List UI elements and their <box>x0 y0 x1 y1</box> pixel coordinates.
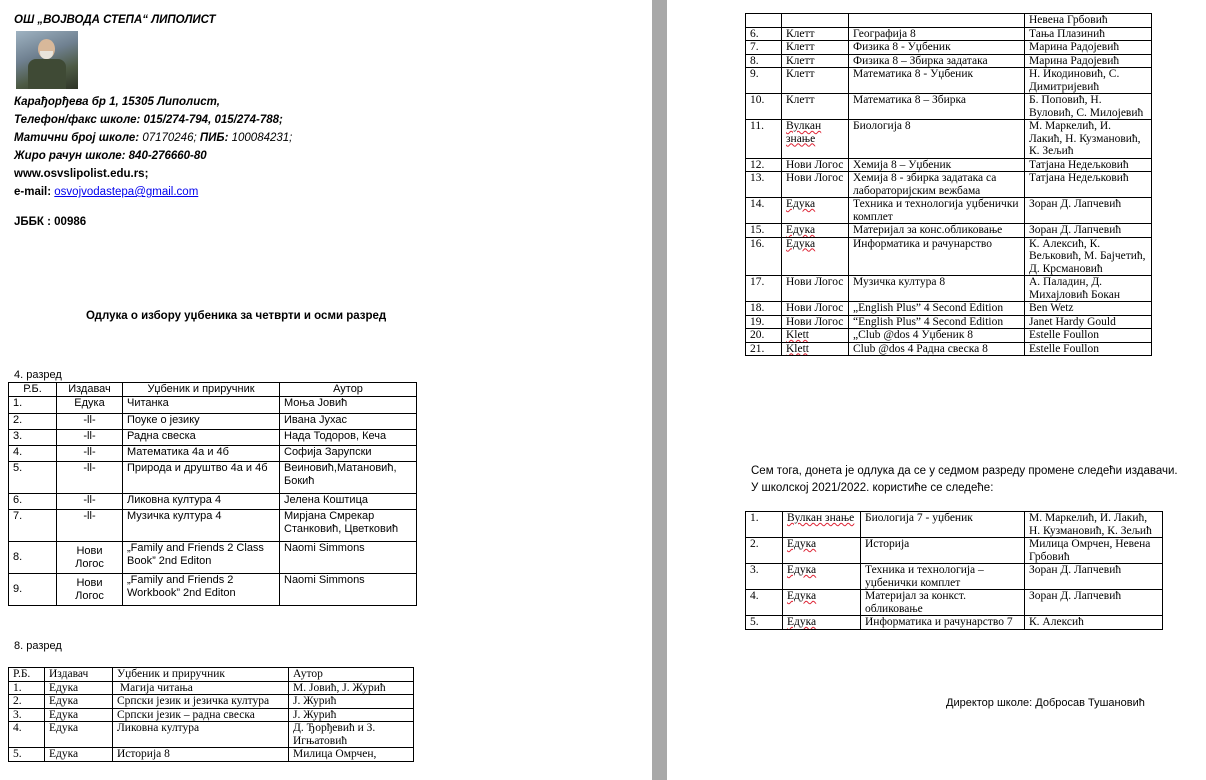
table-row <box>746 224 1152 238</box>
signature: Директор школе: Добросав Тушановић <box>946 697 1145 709</box>
cell: Музичка култура 8 <box>849 276 1025 302</box>
cell: Јелена Коштица <box>280 494 417 510</box>
cell: 14. <box>746 198 782 224</box>
cell: -ll- <box>57 446 123 462</box>
email-link[interactable]: osvojvodastepa@gmail.com <box>54 186 199 198</box>
cell: Naomi Simmons <box>280 574 417 606</box>
cell: Биологија 7 - уџбеник <box>861 512 1025 538</box>
column-header: Аутор <box>289 668 414 682</box>
cell: Татјана Недељковић <box>1025 172 1152 198</box>
cell: 8. <box>746 54 782 68</box>
cell: М. Маркелић, И. Лакић, Н. Кузмановић, К. Зељић <box>1025 512 1163 538</box>
school-founder-portrait <box>16 31 78 89</box>
table-row <box>9 494 417 510</box>
table-row <box>9 462 417 494</box>
right-page <box>667 0 1206 780</box>
cell: Naomi Simmons <box>280 542 417 574</box>
cell: Историја <box>861 538 1025 564</box>
cell: Едука <box>45 695 113 709</box>
cell: Татјана Недељковић <box>1025 158 1152 172</box>
cell: Estelle Foullon <box>1025 342 1152 356</box>
cell: Едука <box>783 616 861 630</box>
cell: Моња Јовић <box>280 397 417 414</box>
cell: Милица Омрчен, <box>289 748 414 762</box>
cell: 3. <box>9 430 57 446</box>
cell: Тања Плазинић <box>1025 27 1152 41</box>
cell: 3. <box>9 708 45 722</box>
cell: 10. <box>746 94 782 120</box>
table-row <box>746 14 1152 28</box>
cell: „Family and Friends 2 Workbook” 2nd Editon <box>123 574 280 606</box>
cell: Janet Hardy Gould <box>1025 315 1152 329</box>
cell: 21. <box>746 342 782 356</box>
table-row <box>9 681 414 695</box>
column-header: Уџбеник и приручник <box>113 668 289 682</box>
cell: Нови Логос <box>782 315 849 329</box>
cell: 12. <box>746 158 782 172</box>
cell: Мирјана Смрекар Станковић, Цветковић <box>280 510 417 542</box>
cell: 5. <box>746 616 783 630</box>
cell: Нови Логос <box>782 172 849 198</box>
table-row <box>746 276 1152 302</box>
cell: М. Маркелић, И. Лакић, Н. Кузмановић, К. Зељић <box>1025 120 1152 159</box>
cell: „Family and Friends 2 Class Book” 2nd Editon <box>123 542 280 574</box>
cell: Едука <box>782 237 849 276</box>
cell: Едука <box>782 198 849 224</box>
cell: 4. <box>9 722 45 748</box>
cell: 7. <box>746 41 782 55</box>
cell: Радна свеска <box>123 430 280 446</box>
cell: 16. <box>746 237 782 276</box>
cell: Природа и друштво 4а и 4б <box>123 462 280 494</box>
cell: 19. <box>746 315 782 329</box>
cell: 15. <box>746 224 782 238</box>
table-header-row <box>9 668 414 682</box>
cell: М. Јовић, Ј. Журић <box>289 681 414 695</box>
cell: Математика 8 - Уџбеник <box>849 68 1025 94</box>
table-row <box>9 748 414 762</box>
column-header: Издавач <box>45 668 113 682</box>
cell: Нови Логос <box>782 276 849 302</box>
cell: 18. <box>746 302 782 316</box>
cell: „English Plus” 4 Second Edition <box>849 302 1025 316</box>
cell: 5. <box>9 748 45 762</box>
table-row <box>9 722 414 748</box>
cell: Вулкан знање <box>783 512 861 538</box>
school-account: Жиро рачун школе: 840-276660-80 <box>14 150 207 162</box>
cell: Estelle Foullon <box>1025 329 1152 343</box>
table-row <box>9 542 417 574</box>
cell: Техника и технологија уџбенички комплет <box>849 198 1025 224</box>
cell: 13. <box>746 172 782 198</box>
table-row <box>746 54 1152 68</box>
cell: -ll- <box>57 494 123 510</box>
table-row <box>746 616 1163 630</box>
table-row <box>746 158 1152 172</box>
cell: Марина Радојевић <box>1025 54 1152 68</box>
table-row <box>9 695 414 709</box>
cell: Хемија 8 - збирка задатака са лабораторијским вежбама <box>849 172 1025 198</box>
cell: Д. Ђорђевић и З. Игњатовић <box>289 722 414 748</box>
cell: Нови Логос <box>782 158 849 172</box>
table-row <box>746 302 1152 316</box>
email-label: e-mail: <box>14 186 52 198</box>
table-row <box>9 708 414 722</box>
school-jbbk: ЈББК : 00986 <box>14 216 87 228</box>
cell: Едука <box>783 538 861 564</box>
cell: “English Plus” 4 Second Edition <box>849 315 1025 329</box>
table-row <box>9 397 417 414</box>
cell: Klett <box>782 342 849 356</box>
table-row <box>746 512 1163 538</box>
column-header: Р.Б. <box>9 668 45 682</box>
cell: 4. <box>746 590 783 616</box>
cell: Клетт <box>782 94 849 120</box>
cell: Српски језик – радна свеска <box>113 708 289 722</box>
cell <box>746 14 782 28</box>
cell: Зоран Д. Лапчевић <box>1025 224 1152 238</box>
cell <box>782 14 849 28</box>
cell: 2. <box>9 414 57 430</box>
table-row <box>746 590 1163 616</box>
cell: Физика 8 - Уџбеник <box>849 41 1025 55</box>
table-row <box>9 574 417 606</box>
cell: Ј. Журић <box>289 695 414 709</box>
document-title: Одлука о избору уџбеника за четврти и осми разред <box>86 310 387 322</box>
table-row <box>746 564 1163 590</box>
cell: Нови Логос <box>57 542 123 574</box>
cell: Зоран Д. Лапчевић <box>1025 198 1152 224</box>
cell: Ben Wetz <box>1025 302 1152 316</box>
school-name: ОШ „ВОЈВОДА СТЕПА“ ЛИПОЛИСТ <box>14 14 216 26</box>
cell: -ll- <box>57 414 123 430</box>
cell: 7. <box>9 510 57 542</box>
cell: Географија 8 <box>849 27 1025 41</box>
page-gutter <box>652 0 667 780</box>
cell: 5. <box>9 462 57 494</box>
cell: Клетт <box>782 27 849 41</box>
cell: К. Алексић, К. Вељковић, М. Бајчетић, Д. Крсмановић <box>1025 237 1152 276</box>
cell: Вулкан знање <box>782 120 849 159</box>
cell: Едука <box>45 748 113 762</box>
cell: Историја 8 <box>113 748 289 762</box>
cell: Хемија 8 – Уџбеник <box>849 158 1025 172</box>
cell: 3. <box>746 564 783 590</box>
cell: 6. <box>9 494 57 510</box>
cell: Клетт <box>782 68 849 94</box>
cell: 20. <box>746 329 782 343</box>
cell: Биологија 8 <box>849 120 1025 159</box>
cell: Информатика и рачунарство <box>849 237 1025 276</box>
reg-value: 07170246; <box>142 132 197 144</box>
cell: Н. Икодиновић, С. Димитријевић <box>1025 68 1152 94</box>
cell: Club @dos 4 Радна свеска 8 <box>849 342 1025 356</box>
cell: 1. <box>746 512 783 538</box>
cell: „Club @dos 4 Уџбеник 8 <box>849 329 1025 343</box>
table-row <box>746 172 1152 198</box>
table-row <box>9 446 417 462</box>
cell <box>849 14 1025 28</box>
cell: Нови Логос <box>57 574 123 606</box>
cell: Ликовна култура <box>113 722 289 748</box>
table-row <box>746 342 1152 356</box>
cell: А. Паладин, Д. Михајловић Бокан <box>1025 276 1152 302</box>
column-header: Уџбеник и приручник <box>123 383 280 397</box>
cell: Ликовна култура 4 <box>123 494 280 510</box>
cell: К. Алексић <box>1025 616 1163 630</box>
cell: 9. <box>746 68 782 94</box>
cell: Математика 4а и 4б <box>123 446 280 462</box>
cell: Магија читања <box>113 681 289 695</box>
cell: Софија Зарупски <box>280 446 417 462</box>
table-row <box>746 68 1152 94</box>
cell: 2. <box>9 695 45 709</box>
pib-value: 100084231; <box>231 132 293 144</box>
cell: Материјал за конкст. обликовање <box>861 590 1025 616</box>
cell: Зоран Д. Лапчевић <box>1025 590 1163 616</box>
cell: -ll- <box>57 510 123 542</box>
cell: Музичка култура 4 <box>123 510 280 542</box>
cell: Читанка <box>123 397 280 414</box>
cell: Едука <box>45 681 113 695</box>
cell: Едука <box>783 590 861 616</box>
table-row <box>746 315 1152 329</box>
cell: Веиновић,Матановић, Бокић <box>280 462 417 494</box>
cell: -ll- <box>57 430 123 446</box>
table-row <box>746 538 1163 564</box>
cell: Математика 8 – Збирка <box>849 94 1025 120</box>
cell: Клетт <box>782 54 849 68</box>
school-registration <box>14 132 292 144</box>
grade7-table <box>745 511 1163 630</box>
grade8-continued-table <box>745 13 1152 356</box>
cell: Едука <box>782 224 849 238</box>
cell: Ј. Журић <box>289 708 414 722</box>
school-address: Карађорђева бр 1, 15305 Липолист, <box>14 96 220 108</box>
table-row <box>746 41 1152 55</box>
cell: Klett <box>782 329 849 343</box>
cell: Едука <box>783 564 861 590</box>
cell: Нада Тодоров, Кеча <box>280 430 417 446</box>
cell: Б. Поповић, Н. Вуловић, С. Милојевић <box>1025 94 1152 120</box>
reg-label: Матични број школе: <box>14 132 140 144</box>
school-phone: Телефон/факс школе: 015/274-794, 015/274-788; <box>14 114 283 126</box>
table-header-row <box>9 383 417 397</box>
cell: 11. <box>746 120 782 159</box>
cell: Невена Грбовић <box>1025 14 1152 28</box>
pib-label: ПИБ: <box>199 132 229 144</box>
grade8-table <box>8 667 414 762</box>
cell: 6. <box>746 27 782 41</box>
cell: Едука <box>45 722 113 748</box>
cell: Клетт <box>782 41 849 55</box>
cell: Зоран Д. Лапчевић <box>1025 564 1163 590</box>
cell: Едука <box>45 708 113 722</box>
grade7-note-line1: Сем тога, донета је одлука да се у седмом разреду промене следећи издавачи. <box>751 465 1178 477</box>
cell: Ивана Јухас <box>280 414 417 430</box>
table-row <box>9 430 417 446</box>
cell: Материјал за конс.обликовање <box>849 224 1025 238</box>
table-row <box>9 414 417 430</box>
cell: Поуке о језику <box>123 414 280 430</box>
cell: 1. <box>9 681 45 695</box>
cell: 17. <box>746 276 782 302</box>
grade8-heading: 8. разред <box>14 640 62 652</box>
cell: 2. <box>746 538 783 564</box>
table-row <box>9 510 417 542</box>
grade7-note-line2: У школској 2021/2022. користиће се следеће: <box>751 482 994 494</box>
cell: Нови Логос <box>782 302 849 316</box>
cell: 9. <box>9 574 57 606</box>
school-email <box>14 186 198 198</box>
cell: 4. <box>9 446 57 462</box>
table-row <box>746 94 1152 120</box>
table-row <box>746 27 1152 41</box>
cell: Физика 8 – Збирка задатака <box>849 54 1025 68</box>
grade4-heading: 4. разред <box>14 369 62 381</box>
cell: Информатика и рачунарство 7 <box>861 616 1025 630</box>
cell: Марина Радојевић <box>1025 41 1152 55</box>
cell: Српски језик и језичка култура <box>113 695 289 709</box>
table-row <box>746 120 1152 159</box>
table-row <box>746 237 1152 276</box>
column-header: Аутор <box>280 383 417 397</box>
column-header: Р.Б. <box>9 383 57 397</box>
table-row <box>746 198 1152 224</box>
column-header: Издавач <box>57 383 123 397</box>
cell: Техника и технологија – уџбенички комплет <box>861 564 1025 590</box>
table-row <box>746 329 1152 343</box>
cell: 1. <box>9 397 57 414</box>
cell: 8. <box>9 542 57 574</box>
school-website[interactable]: www.osvslipolist.edu.rs; <box>14 168 149 180</box>
cell: -ll- <box>57 462 123 494</box>
grade4-table <box>8 382 417 606</box>
cell: Милица Омрчен, Невена Грбовић <box>1025 538 1163 564</box>
cell: Едука <box>57 397 123 414</box>
